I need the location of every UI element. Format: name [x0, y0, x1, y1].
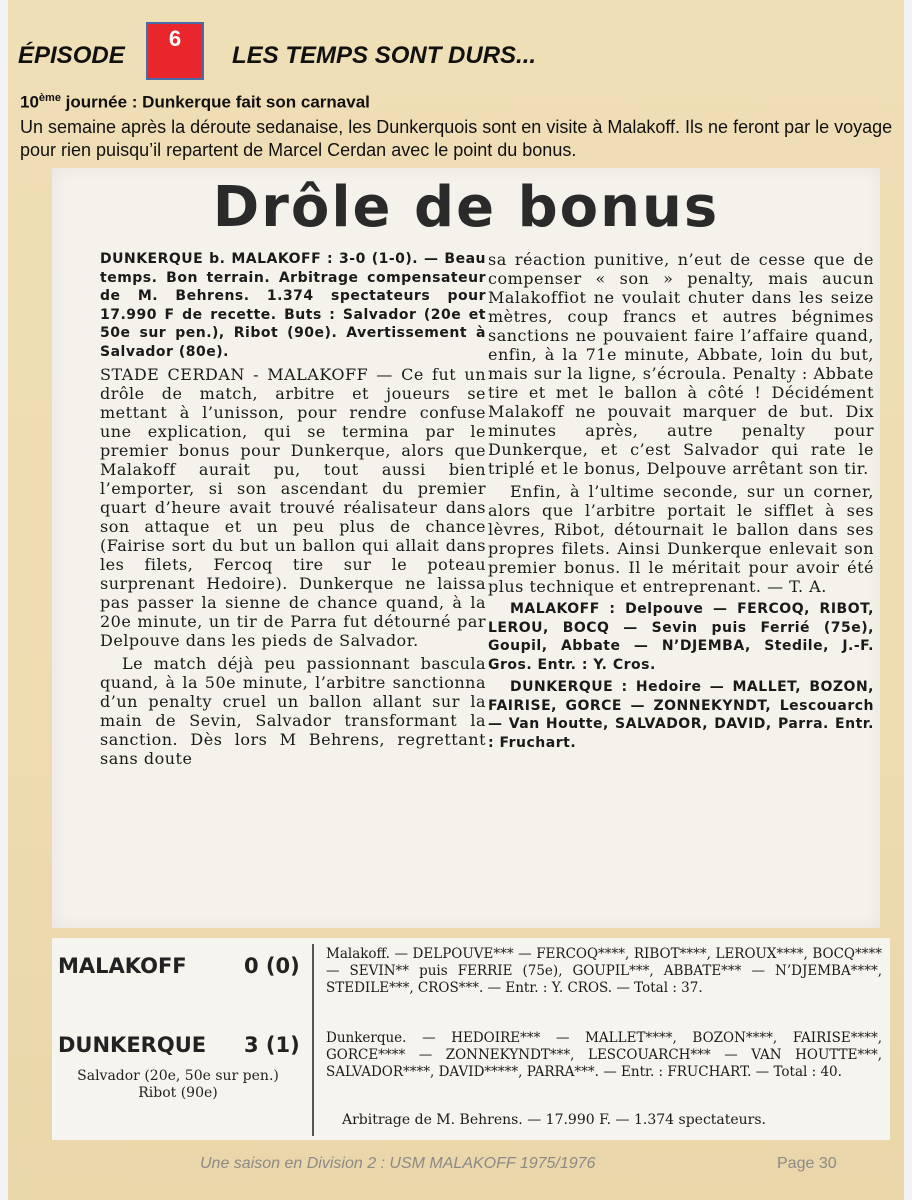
matchday-suffix: ème [38, 92, 61, 104]
article-paragraph-1: STADE CERDAN - MALAKOFF — Ce fut un drôle de match, arbitre et joueurs se mettant à l’unisson, pour rendre confuse une explication, qui se termina par le premier bonus pour Dunkerque, alors que Malakoff aurait pu, tout aussi bien l’emporter, si son ascendant du premier quart d’heure avait trouvé réalisateur dans son attaque et un peu plus de chance (Fairise sort du but un ballon qui allait dans les filets, Fercoq tire sur le poteau surprenant Hedoire). Dunkerque ne laissa pas passer la sienne de chance quand, à la 20e minute, un tir de Parra fut détourné par Delpouve dans les pieds de Salvador. [100, 365, 486, 650]
article-paragraph-4: Enfin, à l’ultime seconde, sur un corner, alors que l’arbitre portait le sifflet à ses lèvres, Ribot, détournait le ballon dans ses propres filets. Ainsi Dunkerque enlevait son premier bonus. Il le méritait pour avoir été plus technique et entreprenant. — T. A. [488, 482, 874, 596]
episode-label: ÉPISODE [18, 42, 125, 69]
page-number: Page 30 [777, 1155, 837, 1172]
lineup-dunkerque: DUNKERQUE : Hedoire — MALLET, BOZON, FAIRISE, GORCE — ZONNEKYNDT, Lescouarch — Van Houtte, SALVADOR, DAVID, Parra. Entr. : Fruchart. [488, 679, 874, 751]
match-summary: DUNKERQUE b. MALAKOFF : 3-0 (1-0). — Beau temps. Bon terrain. Arbitrage compensateur de M. Behrens. 1.374 spectateurs pour 17.990 F de recette. Buts : Salvador (20e et 50e sur pen.), Ribot (90e). Avertissement à Salvador (80e). [100, 251, 486, 360]
divider [312, 944, 314, 1136]
team-score: 0 (0) [244, 954, 300, 978]
scorers-line: Salvador (20e, 50e sur pen.) [77, 1068, 279, 1084]
team-score: 3 (1) [244, 1033, 300, 1057]
ratings-malakoff: Malakoff. — DELPOUVE*** — FERCOQ****, RIBOT****, LEROUX****, BOCQ**** — SEVIN** puis FERRIE (75e), GOUPIL***, ABBATE*** — N’DJEMBA****, STEDILE***, CROS***. — Entr. : Y. CROS. — Total : 37. [326, 946, 882, 996]
newspaper-clipping [52, 168, 880, 928]
scorers-line: Ribot (90e) [138, 1085, 218, 1101]
episode-title: LES TEMPS SONT DURS... [232, 42, 537, 69]
team-name: MALAKOFF [58, 954, 187, 978]
intro-paragraph: Un semaine après la déroute sedanaise, les Dunkerquois sont en visite à Malakoff. Ils ne feront par le voyage pour rien puisqu’il repartent de Marcel Cerdan avec le point du bonus. [20, 117, 893, 160]
team-name: DUNKERQUE [58, 1033, 207, 1057]
episode-header [18, 22, 898, 82]
article-paragraph-3: sa réaction punitive, n’eut de cesse que de compenser « son » penalty, mais aucun Malakoffiot ne voulait chuter dans les seize mètres, coup francs et autres bégnimes sanctions ne pouvaient faire l’affaire quand, enfin, à la 71e minute, Abbate, loin du but, mais sur la ligne, s’écroula. Penalty : Abbate tire et met le ballon à côté ! Décidément Malakoff ne pouvait marquer de but. Dix minutes après, autre penalty pour Dunkerque, et c’est Salvador qui rate le triplé et le bonus, Delpouve arrêtant son tir. [488, 250, 874, 478]
article-headline: Drôle de bonus [212, 175, 720, 240]
matchday-text: journée : Dunkerque fait son carnaval [60, 92, 370, 112]
goal-scorers [58, 1068, 298, 1102]
article-column-left [100, 250, 486, 772]
episode-number-badge: 6 [146, 22, 204, 80]
article-paragraph-2: Le match déjà peu passionnant bascula quand, à la 50e minute, l’arbitre sanctionna d’un penalty cruel un ballon allant sur la main de Sevin, Salvador transformant la sanction. Dès lors M Behrens, regrettant sans doute [100, 654, 486, 768]
lineup-malakoff: MALAKOFF : Delpouve — FERCOQ, RIBOT, LEROU, BOCQ — Sevin puis Ferrié (75e), Goupil, Abbate — N’DJEMBA, Stedile, J.-F. Gros. Entr. : Y. Cros. [488, 601, 874, 673]
ratings-dunkerque: Dunkerque. — HEDOIRE*** — MALLET****, BOZON****, FAIRISE****, GORCE**** — ZONNEKYNDT***, LESCOUARCH*** — VAN HOUTTE***, SALVADOR****, DAVID*****, PARRA***. — Entr. : FRUCHART. — Total : 40. [326, 1030, 882, 1080]
footer-caption: Une saison en Division 2 : USM MALAKOFF 1975/1976 [200, 1155, 596, 1172]
matchday-subtitle [20, 92, 370, 113]
article-column-right [488, 250, 874, 756]
referee-info: Arbitrage de M. Behrens. — 17.990 F. — 1.374 spectateurs. [342, 1112, 767, 1128]
scoreboard-clipping [52, 938, 890, 1140]
matchday-number: 10 [20, 92, 39, 112]
